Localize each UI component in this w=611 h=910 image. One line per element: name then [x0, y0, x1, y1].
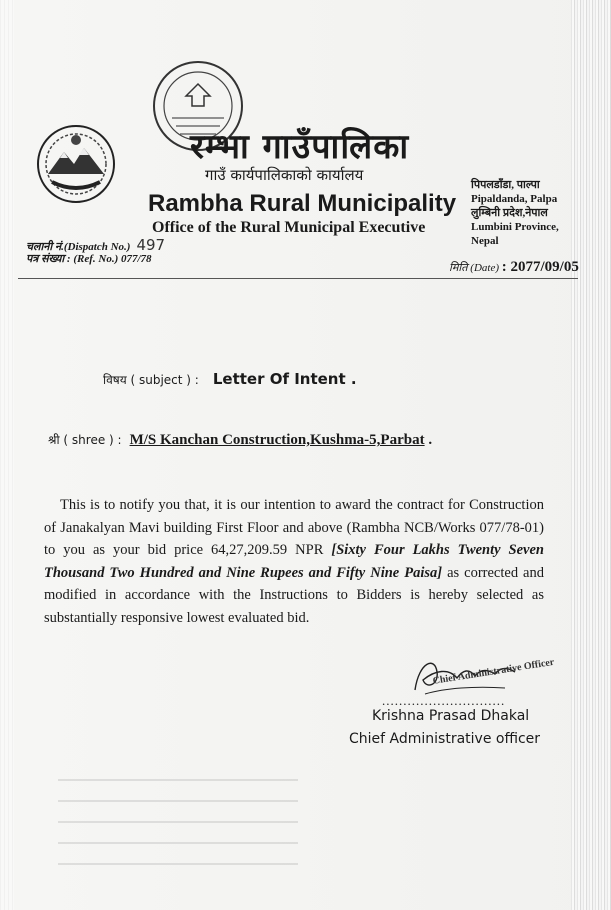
date-value: : 2077/09/05 — [501, 259, 579, 275]
reference-number: पत्र संख्या : (Ref. No.) 077/78 — [26, 253, 152, 265]
signature-line: ............................. — [382, 693, 506, 708]
dispatch-label: चलानी नं.(Dispatch No.) — [26, 241, 131, 253]
header-divider — [18, 278, 578, 279]
address-line: Lumbini Province, — [471, 221, 559, 233]
bleed-through-marks — [58, 760, 298, 884]
subject-label: विषय ( subject ) : — [103, 373, 199, 387]
subject-line — [103, 370, 357, 388]
dispatch-value: 497 — [136, 236, 166, 254]
nepal-emblem-icon — [34, 122, 118, 206]
scan-edge-left — [0, 0, 14, 910]
signatory-title: Chief Administrative officer — [349, 731, 541, 747]
letter-date — [449, 259, 579, 276]
body-text-part1: This is to notify you that, it is our intention to award the contract for Construction of Janakalyan Mavi building First Floor and above (Rambha NCB/Works 077/78-01) to you as your bid price 64,27,209.59 NPR — [44, 497, 544, 559]
subject-value: Letter Of Intent . — [212, 370, 357, 388]
body-text-part2: as corrected and modified in accordance with the Instructions to Bidders is hereby selected as substantially responsive lowest evaluated bid. — [44, 564, 544, 626]
recipient-label: श्री ( shree ) : — [48, 433, 122, 447]
office-name-nepali: गाउँ कार्यपालिकाको कार्यालय — [205, 166, 364, 184]
office-name-english: Office of the Rural Municipal Executive — [152, 219, 426, 236]
date-label: मिति (Date) — [449, 262, 500, 274]
org-name-english: Rambha Rural Municipality — [148, 190, 457, 217]
signature-stamp-text: Chief Administrative Officer — [432, 656, 555, 687]
address-line: Nepal — [471, 235, 499, 247]
recipient-value: M/S Kanchan Construction,Kushma-5,Parbat — [129, 432, 425, 448]
address-line: लुम्बिनी प्रदेश,नेपाल — [471, 207, 548, 219]
signatory-name: Krishna Prasad Dhakal — [372, 708, 530, 724]
address-line: Pipaldanda, Palpa — [471, 193, 558, 205]
office-address — [471, 178, 559, 248]
org-name-nepali: रम्भा गाउँपालिका — [190, 127, 410, 167]
letter-body — [44, 494, 544, 630]
address-line: पिपलडाँडा, पाल्पा — [471, 179, 540, 191]
scan-edge-right — [571, 0, 611, 910]
body-amount-in-words: [Sixty Four Lakhs Twenty Seven Thousand Two Hundred and Nine Rupees and Fifty Nine Paisa] — [44, 542, 544, 581]
recipient-line: श्री ( shree ) : M/S Kanchan Construction,Kushma-5,Parbat . — [48, 432, 433, 448]
